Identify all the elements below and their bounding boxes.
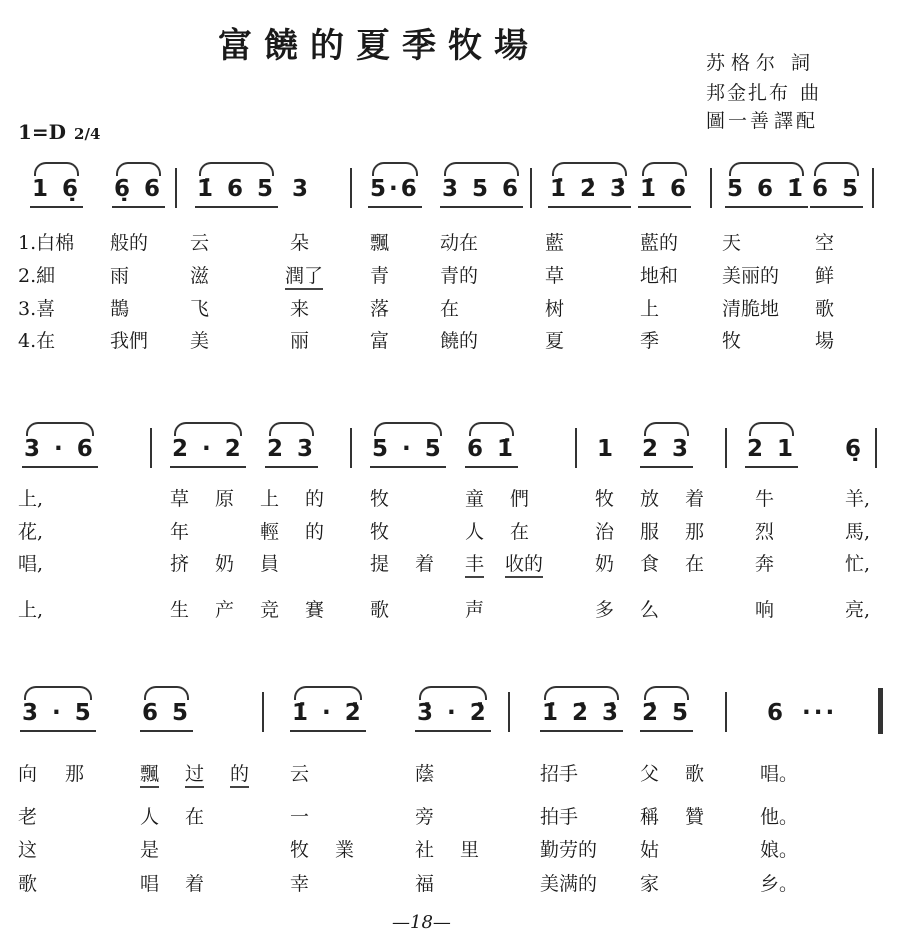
barline [350,168,352,208]
lyric-verse-2: 青的 [440,265,479,287]
lyric-verse-4: 乡。 [760,873,799,895]
lyric-verse-1: 的 [305,488,325,510]
lyric-verse-3: 勤劳的 [540,839,598,861]
credit-role: 曲 [800,82,822,104]
lyric-verse-2: 青 [370,265,390,287]
note-group: 3 [292,176,312,202]
lyric-verse-3: 清脆地 [722,298,780,320]
lyric-verse-2: 的 [305,521,325,543]
lyric-verse-3: 在 [440,298,460,320]
lyric-verse-2: 輕 [260,521,280,543]
lyric-verse-4: 季 [640,330,660,352]
lyric-verse-4: 着 [185,873,205,895]
lyric-verse-2: 草 [545,265,565,287]
lyric-verse-2: 一 [290,806,310,828]
lyric-verse-4: 牧 [722,330,742,352]
note-group: 6 1̇ [465,436,518,468]
lyric-verse-4: 歌 [370,599,390,621]
lyric-verse-4: 賽 [305,599,325,621]
lyric-verse-1: 那 [65,763,85,785]
lyric-verse-3: 飞 [190,298,210,320]
barline [508,692,510,732]
lyric-verse-4: 場 [815,330,835,352]
lyric-verse-2: 人 [465,521,485,543]
lyric-verse-2: 雨 [110,265,130,287]
lyric-verse-1: 草 [170,488,190,510]
lyric-verse-4: 夏 [545,330,565,352]
credit-translator [706,106,818,133]
lyric-verse-4: 亮, [845,599,871,621]
song-title: 富饒的夏季牧場 [218,26,540,66]
lyric-verse-2: 馬, [845,521,871,543]
credit-lyricist [706,48,816,75]
lyric-verse-2: 稱 [640,806,660,828]
time-signature: 2/4 [74,125,101,143]
credit-role: 譯配 [774,110,819,132]
credit-name: 苏格尔 [706,52,782,74]
lyric-verse-1: 般的 [110,232,149,254]
lyric-verse-1: 父 [640,763,660,785]
note-group: 1̇ 2̇ 3̇ [540,700,623,732]
lyric-verse-4: 歌 [18,873,38,895]
lyric-verse-4: 饒的 [440,330,479,352]
lyric-verse-3: 牧 [290,839,310,861]
lyric-verse-2: 烈 [755,521,775,543]
note-group: 2 3 [640,436,693,468]
lyric-verse-2: 花, [18,521,44,543]
lyric-verse-2: 他。 [760,806,799,828]
lyric-verse-1: 向 [18,763,38,785]
lyric-verse-4: 多 [595,599,615,621]
lyric-verse-1: 藍 [545,232,565,254]
lyric-verse-4: 福 [415,873,435,895]
barline [530,168,532,208]
lyric-verse-2: 人 [140,806,160,828]
lyric-verse-4: 丽 [290,330,310,352]
lyric-verse-2: 旁 [415,806,435,828]
lyric-verse-1: 云 [290,763,310,785]
credit-name: 圖一善 [706,110,773,132]
final-barline [878,688,883,734]
note-group: 1̇ 6 [638,176,691,208]
lyric-verse-4: 产 [215,599,235,621]
lyric-verse-3: 忙, [845,553,871,575]
lyric-verse-1: 飄 [370,232,390,254]
lyric-verse-3: 奔 [755,553,775,575]
barline [350,428,352,468]
lyric-verse-2: 在 [510,521,530,543]
lyric-verse-2: 牧 [370,521,390,543]
barline [262,692,264,732]
lyric-verse-3: 唱, [18,553,44,575]
barline [150,428,152,468]
lyric-verse-2: 老 [18,806,38,828]
lyric-verse-3: 在 [685,553,705,575]
lyric-verse-1: 們 [510,488,530,510]
lyric-verse-4: 声 [465,599,485,621]
lyric-verse-1: 招手 [540,763,579,785]
lyric-verse-3: 树 [545,298,565,320]
lyric-verse-2: 鲜 [815,265,835,287]
lyric-verse-2: 2.細 [18,265,56,287]
lyric-verse-4: 富 [370,330,390,352]
lyric-verse-3: 来 [290,298,310,320]
note-group: 5 · 5 [370,436,446,468]
barline [575,428,577,468]
lyric-verse-4: 家 [640,873,660,895]
lyric-verse-4: 幸 [290,873,310,895]
page-number: —18— [392,912,451,933]
lyric-verse-1: 童 [465,488,485,510]
key-label: 1=D [18,120,67,144]
lyric-verse-4: 么 [640,599,660,621]
lyric-verse-3: 收的 [505,552,543,578]
lyric-verse-3: 社 [415,839,435,861]
lyric-verse-1: 的 [230,762,249,788]
lyric-verse-1: 牧 [370,488,390,510]
lyric-verse-4: 唱 [140,873,160,895]
lyric-verse-1: 1.白棉 [18,232,75,254]
note-group: 1 6̣ [30,176,83,208]
key-signature [18,120,100,144]
note-group: 6 5 [140,700,193,732]
credit-name: 邦金扎布 [706,82,791,104]
lyric-verse-3: 这 [18,839,38,861]
lyric-verse-2: 那 [685,521,705,543]
lyric-verse-2: 拍手 [540,806,579,828]
lyric-verse-1: 唱。 [760,763,799,785]
lyric-verse-1: 朵 [290,232,310,254]
note-group: ··· [802,700,838,726]
note-group: 3 · 6 [22,436,98,468]
lyric-verse-3: 提 [370,553,390,575]
lyric-verse-1: 上 [260,488,280,510]
lyric-verse-3: 3.喜 [18,298,56,320]
lyric-verse-3: 食 [640,553,660,575]
lyric-verse-1: 云 [190,232,210,254]
note-group: 1̇ 6 5 [195,176,278,208]
note-group: 3̇ · 2̇ [415,700,491,732]
lyric-verse-3: 員 [260,553,280,575]
lyric-verse-1: 牛 [755,488,775,510]
lyric-verse-2: 滋 [190,265,210,287]
credit-composer [706,78,821,105]
lyric-verse-2: 年 [170,521,190,543]
lyric-verse-1: 着 [685,488,705,510]
lyric-verse-4: 美 [190,330,210,352]
note-group: 2̇ 5 [640,700,693,732]
lyric-verse-2: 潤了 [285,264,323,290]
lyric-verse-4: 响 [755,599,775,621]
lyric-verse-1: 空 [815,232,835,254]
lyric-verse-1: 天 [722,232,742,254]
lyric-verse-2: 贊 [685,806,705,828]
lyric-verse-3: 奶 [215,553,235,575]
lyric-verse-3: 娘。 [760,839,799,861]
barline [710,168,712,208]
lyric-verse-2: 在 [185,806,205,828]
lyric-verse-2: 地和 [640,265,679,287]
note-group: 2 1 [745,436,798,468]
note-group: 3 5 6 [440,176,523,208]
lyric-verse-3: 里 [460,839,480,861]
barline [875,428,877,468]
note-group: 6̣ 6 [112,176,165,208]
lyric-verse-4: 美满的 [540,873,598,895]
barline [725,428,727,468]
lyric-verse-1: 牧 [595,488,615,510]
barline [725,692,727,732]
note-group: 6 [767,700,787,726]
lyric-verse-1: 羊, [845,488,871,510]
lyric-verse-1: 原 [215,488,235,510]
lyric-verse-1: 上, [18,488,44,510]
lyric-verse-3: 姑 [640,839,660,861]
lyric-verse-1: 动在 [440,232,479,254]
lyric-verse-3: 落 [370,298,390,320]
note-group: 5 6 1̇ [725,176,808,208]
lyric-verse-1: 歌 [685,763,705,785]
lyric-verse-3: 着 [415,553,435,575]
lyric-verse-3: 是 [140,839,160,861]
lyric-verse-1: 飄 [140,762,159,788]
lyric-verse-3: 上 [640,298,660,320]
lyric-verse-2: 治 [595,521,615,543]
lyric-verse-1: 蔭 [415,763,435,785]
barline [175,168,177,208]
lyric-verse-2: 美丽的 [722,265,780,287]
lyric-verse-4: 竞 [260,599,280,621]
lyric-verse-3: 業 [335,839,355,861]
note-group: 6 5 [810,176,863,208]
lyric-verse-1: 藍的 [640,232,679,254]
credit-role: 詞 [791,52,817,74]
lyric-verse-4: 我們 [110,330,149,352]
lyric-verse-4: 生 [170,599,190,621]
lyric-verse-3: 歌 [815,298,835,320]
barline [872,168,874,208]
lyric-verse-1: 过 [185,762,204,788]
note-group: 1 [597,436,617,462]
lyric-verse-3: 挤 [170,553,190,575]
note-group: 1̇ 2̇ 3̇ [548,176,631,208]
note-group: 5·6 [368,176,422,208]
lyric-verse-4: 上, [18,599,44,621]
lyric-verse-2: 服 [640,521,660,543]
lyric-verse-3: 丰 [465,552,484,578]
note-group: 1̇ · 2̇ [290,700,366,732]
note-group: 2 · 2 [170,436,246,468]
lyric-verse-3: 奶 [595,553,615,575]
note-group: 3 · 5 [20,700,96,732]
lyric-verse-3: 鵲 [110,298,130,320]
note-group: 6̣ [845,436,865,462]
lyric-verse-4: 4.在 [18,330,56,352]
note-group: 2 3 [265,436,318,468]
lyric-verse-1: 放 [640,488,660,510]
